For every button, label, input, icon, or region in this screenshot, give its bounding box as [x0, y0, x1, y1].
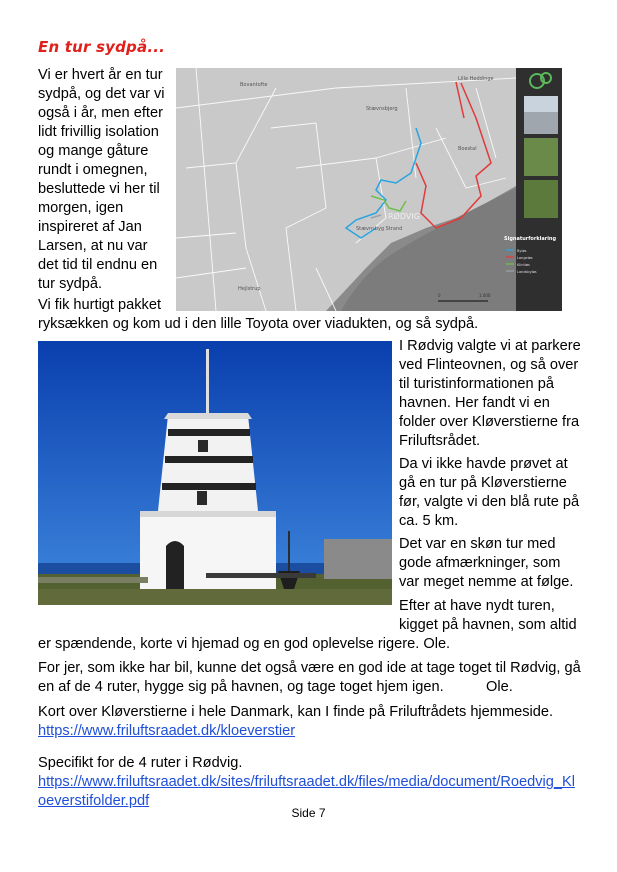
text-line: Da vi ikke havde prøvet at: [399, 456, 568, 472]
map-place-label: Stævnsbyg Strand: [356, 226, 403, 232]
text-line: lidt frivillig isolation: [38, 124, 159, 140]
text-line: Specifikt for de 4 ruter i Rødvig.: [38, 755, 243, 771]
text-line: ca. 5 km.: [399, 513, 459, 529]
map-place-label: Stævnsbjerg: [366, 106, 398, 112]
text-line: gode afmærkninger, som: [399, 555, 561, 571]
text-line: gå en tur på Kløverstierne: [399, 475, 567, 491]
text-line: besluttede vi her til: [38, 181, 160, 197]
text-line: Vi er hvert år en tur: [38, 67, 163, 83]
text-line: tur sydpå.: [38, 276, 103, 292]
map-place-label: Lille Heddinge: [458, 76, 494, 82]
text-line: inspireret af Jan: [38, 219, 142, 235]
text-line: og mange gåture: [38, 143, 149, 159]
text-line: er spændende, korte vi hjemad og en god oplevelse rigere. Ole.: [38, 636, 451, 652]
text-line: folder over Kløverstierne fra: [399, 414, 580, 430]
tower-photo: [38, 341, 392, 605]
text-line: det tid til endnu en: [38, 257, 158, 273]
text-line: til turistinformationen på: [399, 376, 554, 392]
text-line: ryksækken og kom ud i den lille Toyota over viadukten, og så sydpå.: [38, 316, 479, 332]
svg-text:0: 0: [438, 293, 441, 298]
text-line: Kort over Kløverstierne i hele Danmark, kan I finde på Friluftrådets hjemmeside.: [38, 704, 554, 720]
roedvig-folder-link-part2[interactable]: oeverstifolder.pdf: [38, 793, 150, 809]
text-line: en af de 4 ruter, hygge sig på havnen, og tage toget hjem igen.: [38, 679, 444, 695]
text-line: sydpå, og det var vi: [38, 86, 165, 102]
text-line: I Rødvig valgte vi at parkere: [399, 338, 581, 354]
text-line: var meget nemme at følge.: [399, 574, 574, 590]
roedvig-folder-link-part1[interactable]: https://www.friluftsraadet.dk/sites/friluftsraadet.dk/files/media/document/Roedvig_Kl: [38, 774, 575, 790]
legend-item: Byløs: [517, 249, 527, 253]
article-title: En tur sydpå...: [38, 38, 166, 56]
kloeverstier-link[interactable]: https://www.friluftsraadet.dk/kloeverstier: [38, 723, 296, 739]
legend-title: Signaturforklaring: [504, 236, 557, 242]
text-line: rundt i omegnen,: [38, 162, 148, 178]
text-line: For jer, som ikke har bil, kunne det også være en god ide at tage toget til Rødvig, gå: [38, 660, 581, 676]
text-line: før, valgte vi den blå rute på: [399, 494, 580, 510]
svg-text:1.000: 1.000: [479, 293, 491, 298]
page-number: Side 7: [291, 806, 326, 820]
text-line: Efter at have nydt turen,: [399, 598, 555, 614]
legend-item: Klintløs: [517, 263, 530, 267]
legend-item: Landsbyløs: [517, 270, 537, 274]
signature: Ole.: [486, 679, 513, 695]
map-thumbnail-photos: [524, 96, 558, 218]
text-line: Friluftsrådet.: [399, 433, 481, 449]
text-line: havnen. Her fandt vi en: [399, 395, 550, 411]
map-place-label: Boestal: [458, 146, 477, 152]
map-place-label: Hejlstrup: [238, 286, 261, 292]
text-line: også i år, men efter: [38, 105, 163, 121]
map-place-label: Bovantofte: [240, 82, 268, 88]
text-line: morgen, igen: [38, 200, 124, 216]
route-map: [176, 68, 562, 311]
text-line: ved Flinteovnen, og så over: [399, 357, 579, 373]
text-line: kigget på havnen, som altid: [399, 617, 577, 633]
text-line: Larsen, at nu var: [38, 238, 148, 254]
map-town-label: RØDVIG: [388, 212, 420, 221]
legend-item: Langeløs: [517, 256, 533, 260]
text-line: Vi fik hurtigt pakket: [38, 297, 162, 313]
text-line: Det var en skøn tur med: [399, 536, 556, 552]
